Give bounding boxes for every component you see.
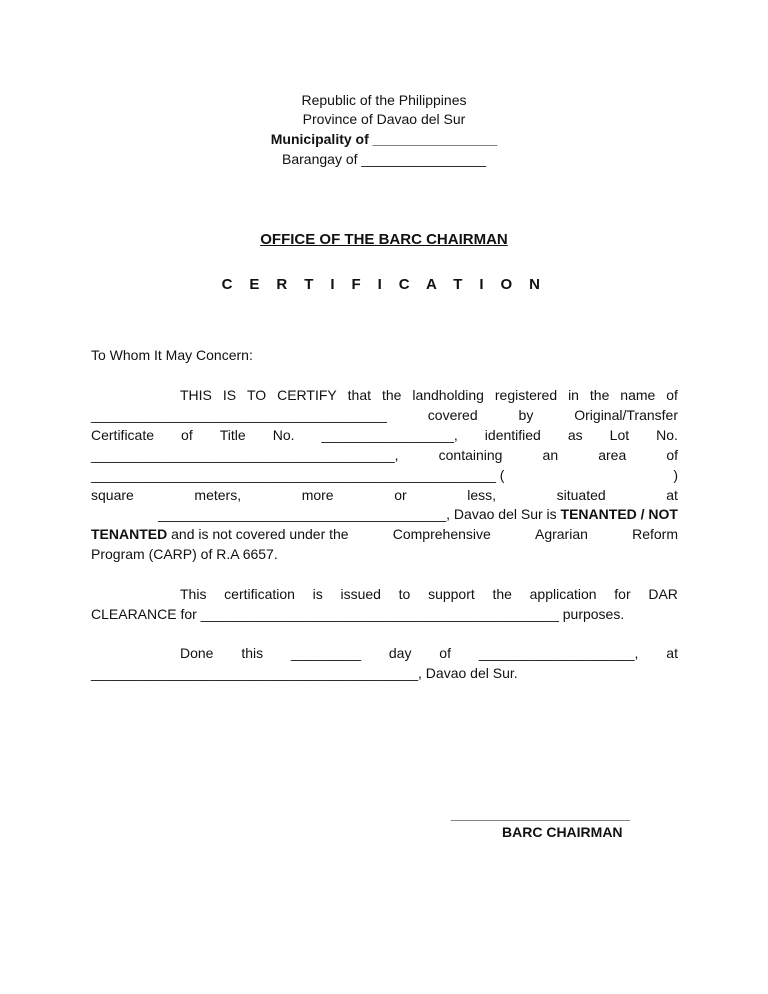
p3-line-2: __________________________________________, Davao del Sur. <box>91 665 518 681</box>
barangay-line: Barangay of ________________ <box>282 151 486 167</box>
p1-line-6: square meters, more or less, situated at <box>91 487 678 503</box>
p1-line-3: Certificate of Title No. _________________, identified as Lot No. <box>91 427 678 443</box>
p1-line-8: TENANTED and is not covered under the Comprehensive Agrarian Reform <box>91 526 678 542</box>
salutation: To Whom It May Concern: <box>91 347 253 363</box>
certification-title: C E R T I F I C A T I O N <box>221 276 547 293</box>
p1-line-7: _____________________________________, Davao del Sur is TENANTED / NOT <box>158 506 678 522</box>
tenanted-status: TENANTED / NOT <box>560 506 678 522</box>
signature-line: _______________________ <box>451 806 631 822</box>
p1-line-5: ____________________________________________________ ( ) <box>91 467 678 483</box>
municipality-line: Municipality of ________________ <box>270 131 498 147</box>
p2-line-2: CLEARANCE for ______________________________________________ purposes. <box>91 606 625 622</box>
p1-line-2: ______________________________________ covered by Original/Transfer <box>91 407 678 423</box>
province-line: Province of Davao del Sur <box>302 111 466 127</box>
p2-line-1: This certification is issued to support the application for DAR <box>180 586 678 602</box>
p1-line-9: Program (CARP) of R.A 6657. <box>91 546 278 562</box>
p1-line-4: _______________________________________, containing an area of <box>91 447 678 463</box>
p1-line-1: THIS IS TO CERTIFY that the landholding registered in the name of <box>180 387 678 403</box>
office-title: OFFICE OF THE BARC CHAIRMAN <box>260 231 508 248</box>
signature-label: BARC CHAIRMAN <box>502 824 623 840</box>
republic-line: Republic of the Philippines <box>301 92 467 108</box>
p3-line-1: Done this _________ day of ____________________, at <box>180 645 678 661</box>
